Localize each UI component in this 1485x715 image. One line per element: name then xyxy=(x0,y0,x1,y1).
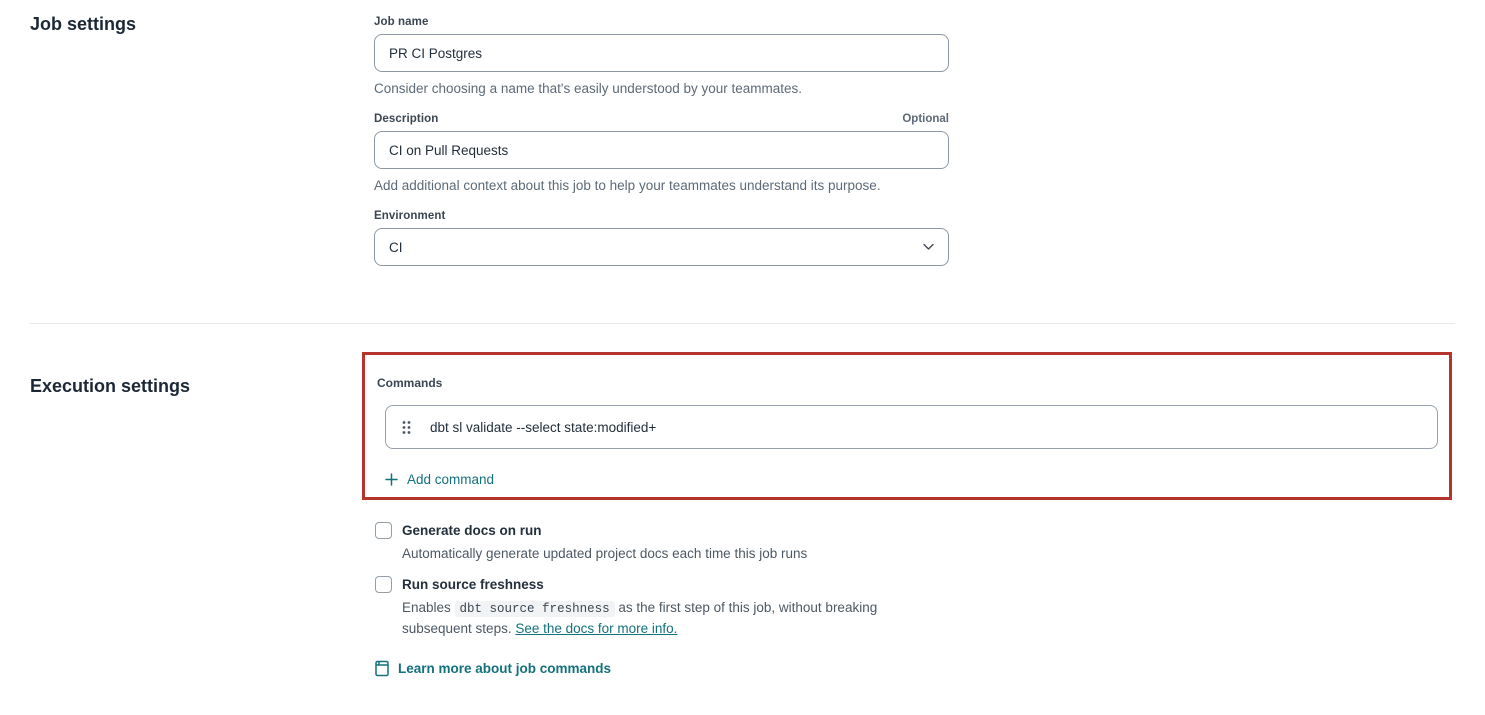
source-freshness-group xyxy=(375,576,945,639)
source-freshness-docs-link[interactable]: See the docs for more info. xyxy=(515,621,678,636)
generate-docs-group xyxy=(375,522,945,564)
environment-select[interactable] xyxy=(374,228,949,266)
learn-more-label: Learn more about job commands xyxy=(398,661,612,676)
commands-label: Commands xyxy=(377,376,443,390)
description-label-row xyxy=(374,113,949,125)
job-name-input[interactable] xyxy=(374,34,949,72)
generate-docs-checkbox[interactable] xyxy=(375,522,392,539)
description-label: Description xyxy=(374,113,439,125)
book-icon xyxy=(375,660,389,677)
job-settings-form xyxy=(374,16,949,266)
learn-more-link[interactable] xyxy=(375,660,611,677)
command-text[interactable]: dbt sl validate --select state:modified+ xyxy=(430,419,657,435)
source-freshness-desc-rest: as the first step of this job, without breaking subsequent steps. xyxy=(402,600,878,636)
generate-docs-description: Automatically generate updated project docs each time this job runs xyxy=(402,546,808,561)
chevron-down-icon xyxy=(923,244,934,251)
generate-docs-label: Generate docs on run xyxy=(402,523,542,538)
description-helper: Add additional context about this job to help your teammates understand its purpose. xyxy=(374,178,881,193)
add-command-label: Add command xyxy=(407,472,495,487)
environment-label: Environment xyxy=(374,210,446,222)
add-command-button[interactable] xyxy=(385,472,494,487)
source-freshness-code: dbt source freshness xyxy=(455,601,615,617)
execution-settings-heading: Execution settings xyxy=(30,376,191,396)
job-name-label: Job name xyxy=(374,16,429,28)
command-row xyxy=(385,405,1438,449)
source-freshness-description xyxy=(402,598,937,639)
environment-selected-value: CI xyxy=(389,239,403,255)
job-name-helper: Consider choosing a name that's easily understood by your teammates. xyxy=(374,81,803,96)
section-divider xyxy=(30,323,1455,324)
source-freshness-label: Run source freshness xyxy=(402,577,544,592)
plus-icon xyxy=(385,473,398,486)
source-freshness-desc-prefix: Enables xyxy=(402,600,455,615)
description-input[interactable] xyxy=(374,131,949,169)
drag-handle-icon[interactable] xyxy=(402,420,411,435)
commands-highlight-box xyxy=(362,352,1452,500)
source-freshness-checkbox[interactable] xyxy=(375,576,392,593)
description-optional-badge: Optional xyxy=(902,113,949,125)
job-settings-heading: Job settings xyxy=(30,14,137,34)
